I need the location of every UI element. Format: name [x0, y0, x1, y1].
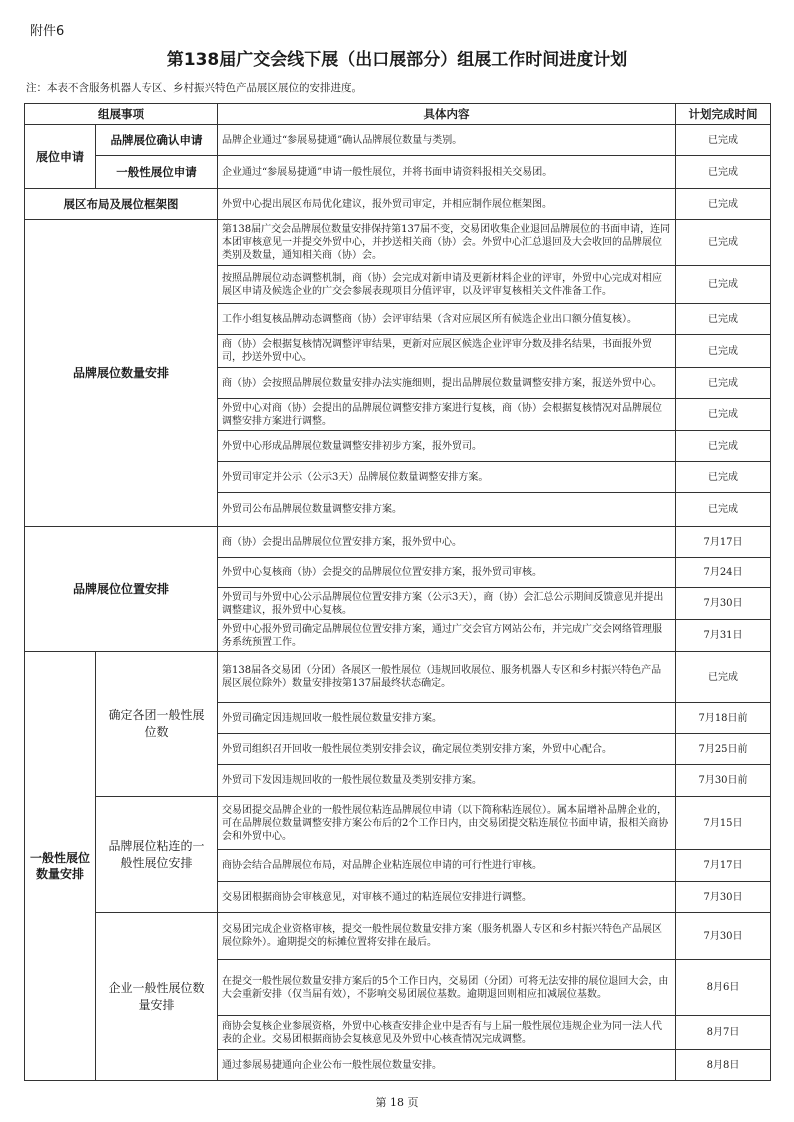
task-content: 外贸中心提出展区布局优化建议，报外贸司审定，并相应制作展位框架图。 [218, 189, 676, 220]
task-content: 商（协）会按照品牌展位数量安排办法实施细则，提出品牌展位数量调整安排方案，报送外贸中心。 [218, 368, 676, 399]
task-status: 7月15日 [676, 797, 771, 850]
page-number: 第 18 页 [375, 1096, 419, 1109]
table-row [25, 913, 771, 960]
task-content: 商（协）会根据复核情况调整评审结果，更新对应展区候选企业评审分数及排名结果，书面报外贸司，抄送外贸中心。 [218, 335, 676, 368]
task-status: 7月31日 [676, 620, 771, 652]
task-status: 已完成 [676, 304, 771, 335]
page-title: 第138届广交会线下展（出口展部分）组展工作时间进度计划 [166, 50, 628, 70]
task-status: 7月30日 [676, 913, 771, 960]
task-content: 外贸中心对商（协）会提出的品牌展位调整安排方案进行复核，商（协）会根据复核情况对品牌展位调整安排方案进行调整。 [218, 399, 676, 431]
task-content: 交易团提交品牌企业的一般性展位粘连品牌展位申请（以下简称粘连展位）。属本届增补品牌企业的，可在品牌展位数量调整安排方案公布后的2个工作日内，由交易团提交粘连展位书面申请，报相关商协会和外贸中心。 [218, 797, 676, 850]
task-status: 已完成 [676, 335, 771, 368]
task-content: 企业通过“参展易捷通”申请一般性展位，并将书面申请资料报相关交易团。 [218, 156, 676, 189]
task-content: 第138届广交会品牌展位数量安排保持第137届不变，交易团收集企业退回品牌展位的书面申请，连同本团审核意见一并提交外贸中心，并抄送相关商（协）会。外贸中心汇总退回及大会收回的品牌展位类别及数量，通知相关商（协）会。 [218, 220, 676, 266]
category-layout: 展区布局及展位框架图 [25, 189, 218, 220]
category-brand-position: 品牌展位位置安排 [25, 527, 218, 652]
table-row [25, 797, 771, 850]
task-status: 8月6日 [676, 960, 771, 1016]
task-status: 已完成 [676, 399, 771, 431]
subcategory: 确定各团一般性展位数 [96, 652, 218, 797]
subcategory: 企业一般性展位数量安排 [96, 913, 218, 1081]
table-row [25, 652, 771, 703]
task-content: 在提交一般性展位数量安排方案后的5个工作日内，交易团（分团）可将无法安排的展位退回大会，由大会重新安排（仅当届有效），不影响交易团展位基数。逾期退回则相应扣减展位基数。 [218, 960, 676, 1016]
header-deadline: 计划完成时间 [676, 104, 771, 125]
task-content: 外贸司确定因违规回收一般性展位数量安排方案。 [218, 703, 676, 734]
task-content: 外贸中心复核商（协）会提交的品牌展位位置安排方案，报外贸司审核。 [218, 558, 676, 588]
category-booth-application: 展位申请 [25, 125, 96, 189]
task-content: 外贸司公布品牌展位数量调整安排方案。 [218, 493, 676, 527]
task-status: 7月30日 [676, 588, 771, 620]
task-status: 8月7日 [676, 1016, 771, 1050]
task-status: 已完成 [676, 266, 771, 304]
task-status: 8月8日 [676, 1050, 771, 1081]
task-status: 已完成 [676, 493, 771, 527]
task-content: 第138届各交易团（分团）各展区一般性展位（违规回收展位、服务机器人专区和乡村振兴特色产品展区展位除外）数量安排按第137届最终状态确定。 [218, 652, 676, 703]
task-status: 7月17日 [676, 527, 771, 558]
task-status: 已完成 [676, 431, 771, 462]
table-row [25, 125, 771, 156]
table-row [25, 527, 771, 558]
header-content: 具体内容 [218, 104, 676, 125]
task-content: 工作小组复核品牌动态调整商（协）会评审结果（含对应展区所有候选企业出口额分值复核）。 [218, 304, 676, 335]
task-status: 7月30日前 [676, 765, 771, 797]
task-content: 外贸中心形成品牌展位数量调整安排初步方案，报外贸司。 [218, 431, 676, 462]
task-status: 7月30日 [676, 882, 771, 913]
task-content: 按照品牌展位动态调整机制，商（协）会完成对新申请及更新材料企业的评审，外贸中心完成对相应展区申请及候选企业的广交会参展表现项目分值评审，以及评审复核相关文件准备工作。 [218, 266, 676, 304]
task-status: 已完成 [676, 220, 771, 266]
table-header-row [25, 104, 771, 125]
task-content: 外贸司下发因违规回收的一般性展位数量及类别安排方案。 [218, 765, 676, 797]
task-content: 商（协）会提出品牌展位位置安排方案，报外贸中心。 [218, 527, 676, 558]
table-note: 注：本表不含服务机器人专区、乡村振兴特色产品展区展位的安排进度。 [26, 82, 362, 94]
task-content: 商协会结合品牌展位布局，对品牌企业粘连展位申请的可行性进行审核。 [218, 850, 676, 882]
header-item: 组展事项 [25, 104, 218, 125]
table-row [25, 189, 771, 220]
attachment-label: 附件6 [30, 24, 65, 39]
task-content: 交易团根据商协会审核意见，对审核不通过的粘连展位安排进行调整。 [218, 882, 676, 913]
task-status: 已完成 [676, 125, 771, 156]
task-status: 7月17日 [676, 850, 771, 882]
table-row [25, 220, 771, 266]
task-content: 商协会复核企业参展资格，外贸中心核查安排企业中是否有与上届一般性展位违规企业为同一法人代表的企业。交易团根据商协会复核意见及外贸中心核查情况完成调整。 [218, 1016, 676, 1050]
category-brand-quantity: 品牌展位数量安排 [25, 220, 218, 527]
task-status: 7月25日前 [676, 734, 771, 765]
schedule-table [24, 103, 771, 1081]
task-content: 交易团完成企业资格审核，提交一般性展位数量安排方案（服务机器人专区和乡村振兴特色产品展区展位除外）。逾期提交的标摊位置将安排在最后。 [218, 913, 676, 960]
task-content: 外贸司组织召开回收一般性展位类别安排会议，确定展位类别安排方案，外贸中心配合。 [218, 734, 676, 765]
task-content: 外贸司审定并公示（公示3天）品牌展位数量调整安排方案。 [218, 462, 676, 493]
table-row [25, 156, 771, 189]
task-content: 品牌企业通过“参展易捷通”确认品牌展位数量与类别。 [218, 125, 676, 156]
task-status: 已完成 [676, 462, 771, 493]
subcategory: 一般性展位申请 [96, 156, 218, 189]
task-content: 外贸中心报外贸司确定品牌展位位置安排方案，通过广交会官方网站公布，并完成广交会网络管理服务系统预置工作。 [218, 620, 676, 652]
task-status: 已完成 [676, 189, 771, 220]
subcategory: 品牌展位确认申请 [96, 125, 218, 156]
subcategory: 品牌展位粘连的一般性展位安排 [96, 797, 218, 913]
task-content: 外贸司与外贸中心公示品牌展位位置安排方案（公示3天），商（协）会汇总公示期间反馈意见并提出调整建议，报外贸中心复核。 [218, 588, 676, 620]
task-content: 通过参展易捷通向企业公布一般性展位数量安排。 [218, 1050, 676, 1081]
task-status: 已完成 [676, 156, 771, 189]
task-status: 7月18日前 [676, 703, 771, 734]
task-status: 已完成 [676, 368, 771, 399]
task-status: 已完成 [676, 652, 771, 703]
task-status: 7月24日 [676, 558, 771, 588]
category-general-quantity: 一般性展位数量安排 [25, 652, 96, 1081]
